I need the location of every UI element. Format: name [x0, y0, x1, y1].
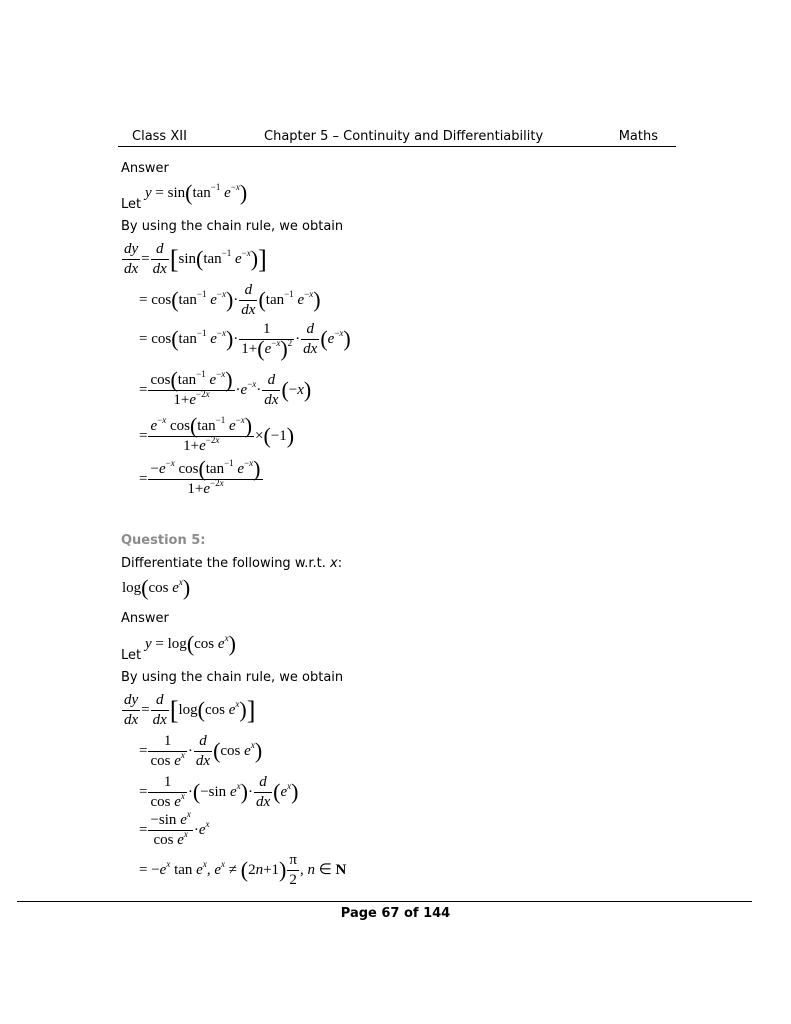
- derivation-1-step-1: $\frac{dy}{dx}$ = $\frac{d}{dx}$ [$\sin(\tan^{-1}$ $e^{-x}$)]: [124, 241, 267, 278]
- page-number: Page 67 of 144: [340, 906, 451, 921]
- derivation-2-step-4: = $\frac{-\sin e^x}{\cos e^x}$ $\cdot e^x$: [139, 809, 210, 849]
- chain-rule-text-1: By using the chain rule, we obtain: [121, 219, 344, 234]
- footer-rule: [17, 901, 752, 902]
- question-5-expression: log(cos $e^x$): [122, 575, 191, 600]
- derivation-1-step-5: = $\frac{e^{-x} \cos(\tan^{-1} e^{-x})}{1+e^{-2x}}$ ×(−1): [139, 413, 295, 455]
- chain-rule-text-2: By using the chain rule, we obtain: [121, 670, 344, 685]
- answer-label-1: Answer: [121, 161, 169, 176]
- question-5-title: Question 5:: [121, 533, 206, 548]
- prompt-suffix: :: [337, 556, 343, 571]
- derivation-1-step-3: = $\cos(\tan^{-1}$ $e^{-x})\cdot$ $\frac{1}{1+(e^{-x})^2}$ · $\frac{d}{dx}$ $(e^{-x})$: [139, 321, 351, 362]
- derivation-1-step-6: = $\frac{-e^{-x} \cos(\tan^{-1} e^{-x})}{1+e^{-2x}}$: [139, 456, 261, 498]
- derivation-2-step-1: $\frac{dy}{dx}$ = $\frac{d}{dx}$ [log(cos $e^x$)]: [124, 692, 256, 729]
- page-header: [118, 129, 676, 147]
- let-label-2: Let: [121, 648, 142, 663]
- equation-let-2: y = log(cos $e^x$): [145, 631, 236, 656]
- question-5-prompt: [121, 556, 342, 571]
- header-subject: Maths: [618, 129, 658, 144]
- derivation-1-step-2: = $\cos(\tan^{-1}$ $e^{-x})\cdot$ $\frac{d}{dx}$ ($\tan^{-1}$ $e^{-x}$): [139, 282, 321, 319]
- equation-let-1: $y = \sin(\tan^{-1}$ $e^{-x}$): [145, 180, 248, 205]
- answer-label-2: Answer: [121, 611, 169, 626]
- derivation-2-step-5: = $-e^x$ $\tan e^x$, $e^x \ne (2n+1)$ $\frac{\pi}{2}$ , n ∈ N: [139, 852, 347, 889]
- derivation-1-step-4: = $\frac{\cos(\tan^{-1} e^{-x})}{1+e^{-2x}}$ $\cdot e^{-x}\cdot$ $\frac{d}{dx}$ (−x): [139, 367, 312, 409]
- header-chapter: Chapter 5 – Continuity and Differentiability: [264, 129, 544, 144]
- header-class: Class XII: [132, 129, 187, 144]
- prompt-var: x: [330, 556, 338, 571]
- let-label-1: Let: [121, 197, 142, 212]
- derivation-2-step-2: = $\frac{1}{\cos e^x}$ · $\frac{d}{dx}$ (cos $e^x$): [139, 733, 263, 770]
- prompt-prefix: Differentiate the following w.r.t.: [121, 556, 326, 571]
- derivation-2-step-3: = $\frac{1}{\cos e^x}$ ·(−sin $e^x)\cdot$ $\frac{d}{dx}$ $(e^x)$: [139, 774, 299, 811]
